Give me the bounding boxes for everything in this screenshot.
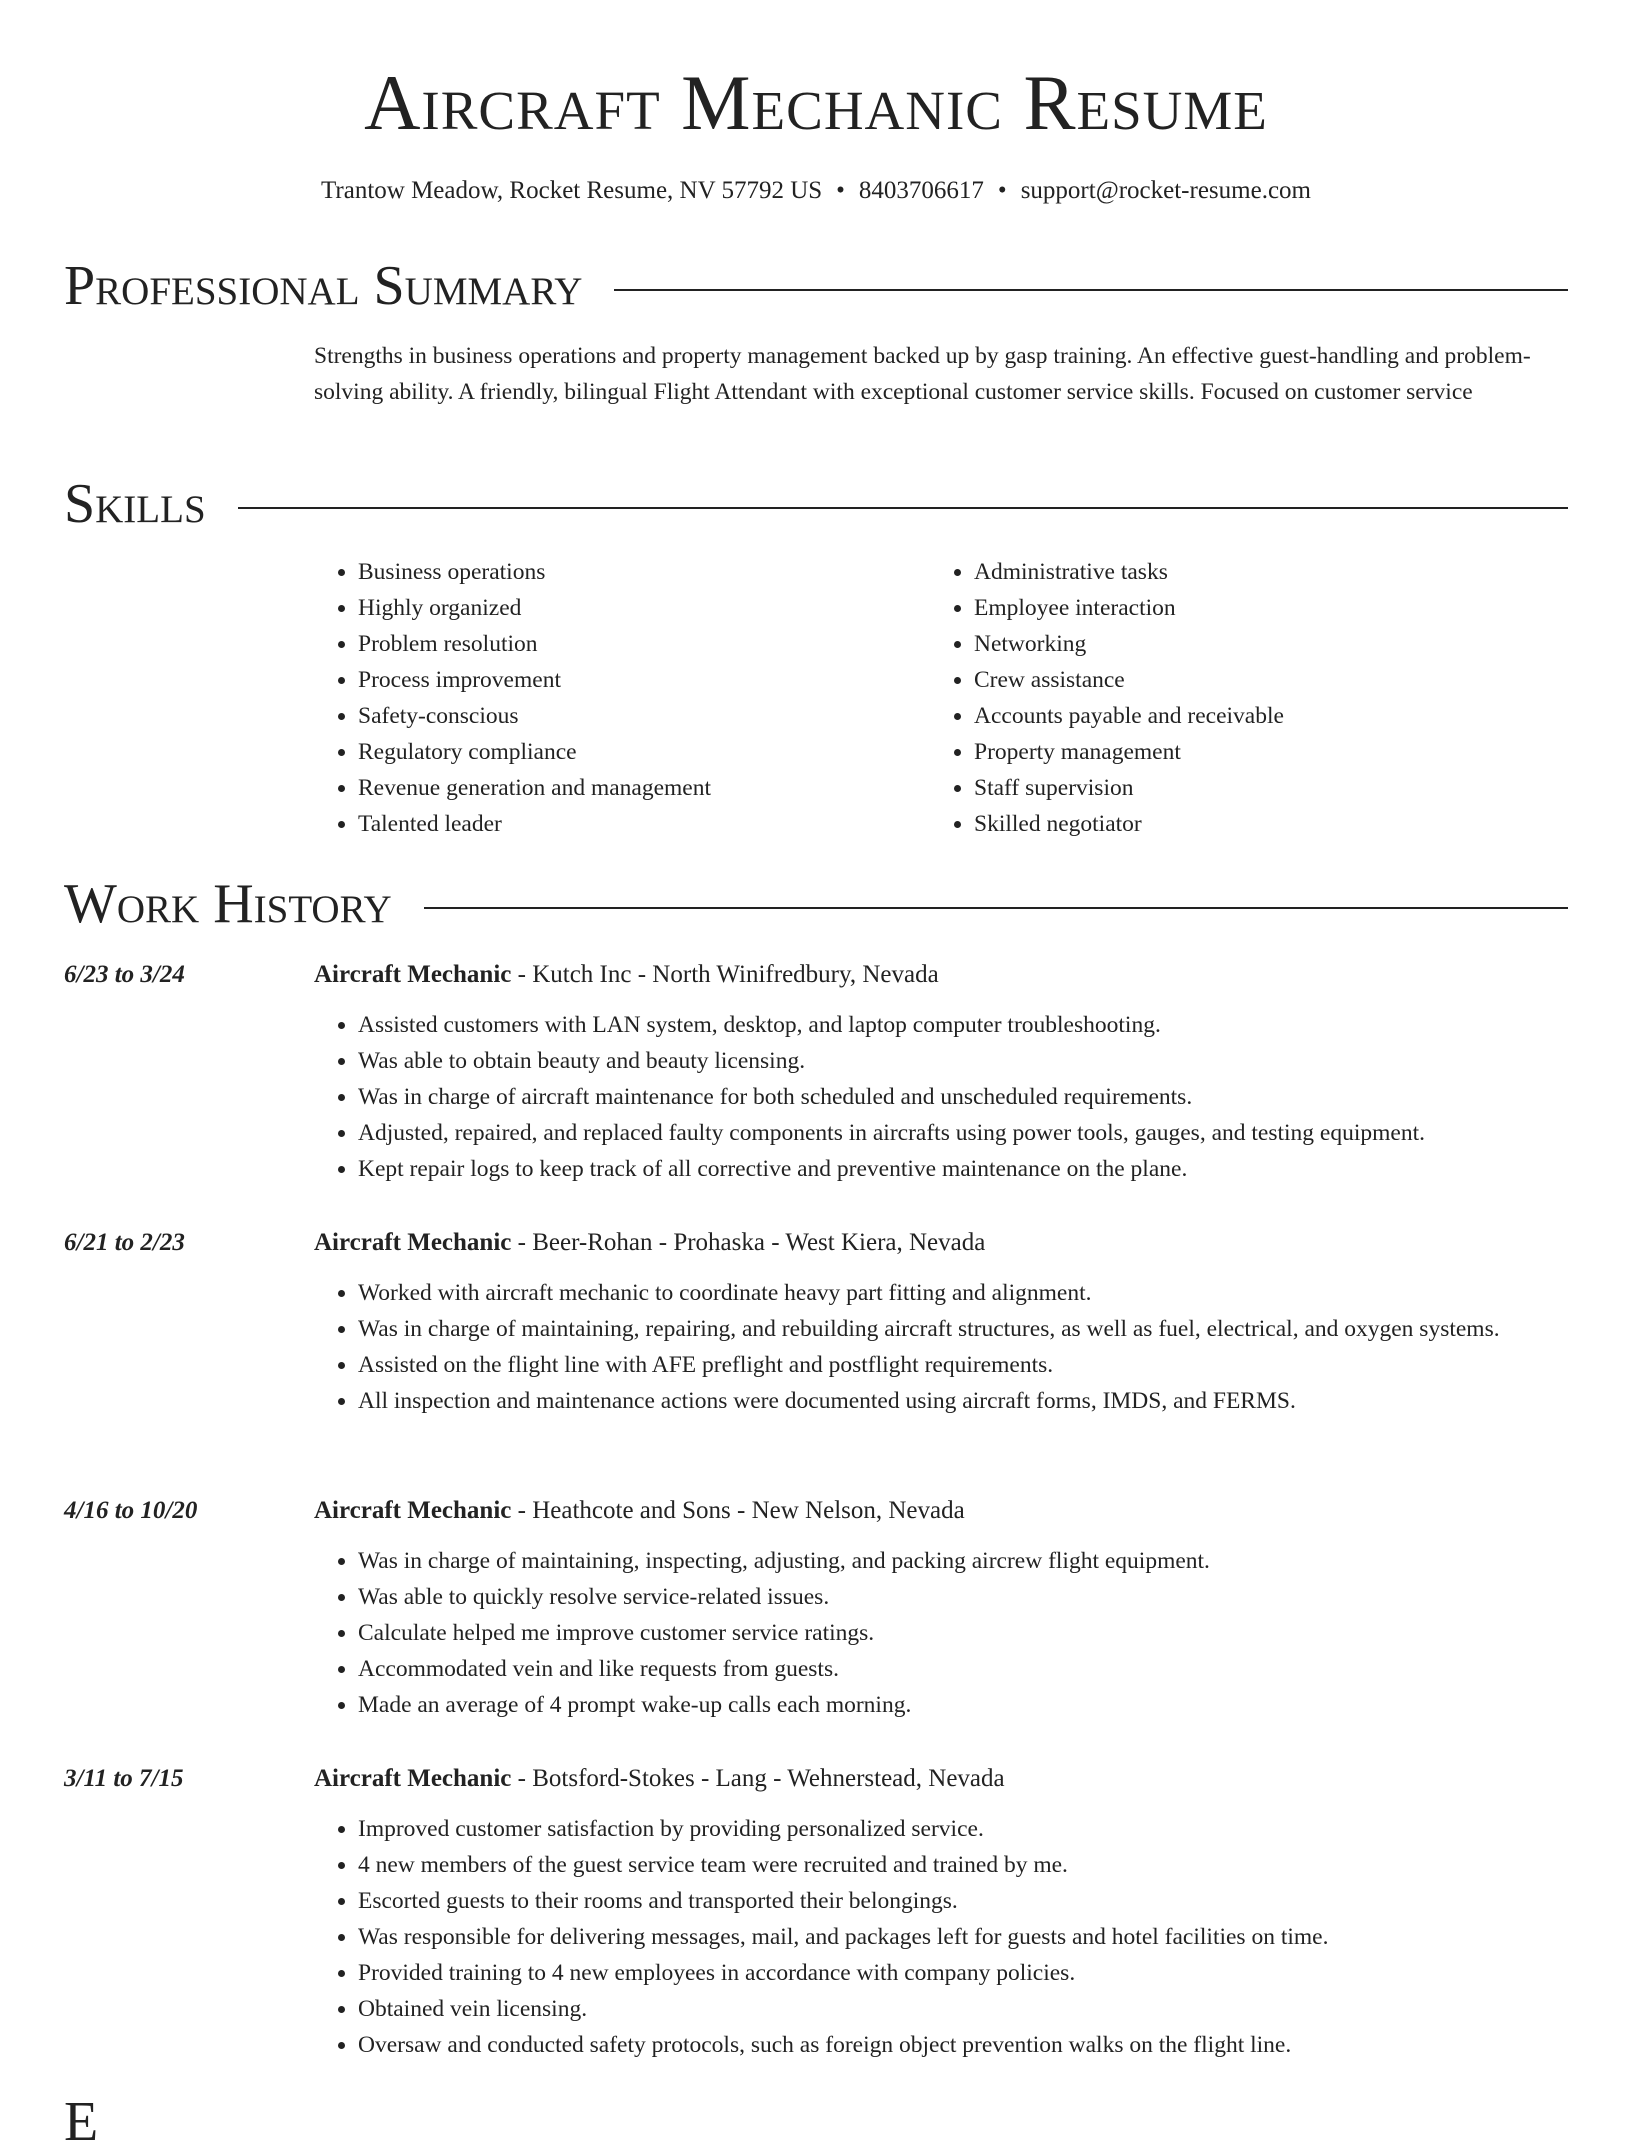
- job-bullet: • Kept repair logs to keep track of all corrective and preventive maintenance on the plane.: [358, 1151, 1568, 1187]
- contact-phone: 8403706617: [858, 177, 984, 204]
- job-bullet: • Was in charge of aircraft maintenance for both scheduled and unscheduled requirements.: [358, 1079, 1568, 1115]
- skill-item: • Talented leader: [358, 806, 898, 842]
- job-company: - Beer-Rohan - Prohaska - West Kiera, Nevada: [511, 1229, 986, 1256]
- skill-item: • Administrative tasks: [974, 554, 1574, 590]
- skill-item: • Accounts payable and receivable: [974, 698, 1574, 734]
- next-section-heading-fragment: E: [64, 2091, 99, 2153]
- skill-item: • Crew assistance: [974, 662, 1574, 698]
- contact-line: [0, 174, 1632, 208]
- contact-separator: •: [836, 177, 845, 204]
- contact-separator: •: [997, 177, 1007, 204]
- skills-heading-label: Skills: [64, 473, 206, 535]
- skill-item: • Process improvement: [358, 662, 898, 698]
- job-bullet: • Obtained vein licensing.: [358, 1991, 1568, 2027]
- skill-item: • Highly organized: [358, 590, 898, 626]
- skills-section-heading: [64, 472, 1568, 536]
- job-role: Aircraft Mechanic: [314, 1765, 512, 1792]
- job-bullets: [314, 1275, 1568, 1419]
- job-role: Aircraft Mechanic: [314, 961, 512, 988]
- job-company: - Heathcote and Sons - New Nelson, Nevada: [511, 1497, 965, 1524]
- job-bullet: • All inspection and maintenance actions were documented using aircraft forms, IMDS, and FERMS.: [358, 1383, 1568, 1419]
- job-bullet: • Was responsible for delivering messages, mail, and packages left for guests and hotel facilities on time.: [358, 1919, 1568, 1955]
- section-divider: [614, 289, 1568, 291]
- contact-email: support@rocket-resume.com: [1020, 177, 1311, 204]
- work-history-heading-label: Work History: [64, 873, 392, 935]
- skill-item: • Property management: [974, 734, 1574, 770]
- job-dates: 4/16 to 10/20: [64, 1497, 198, 1524]
- job-heading: [314, 957, 939, 993]
- skill-item: • Revenue generation and management: [358, 770, 898, 806]
- contact-address: Trantow Meadow, Rocket Resume, NV 57792 US: [321, 177, 823, 204]
- skill-item: • Employee interaction: [974, 590, 1574, 626]
- skill-item: • Networking: [974, 626, 1574, 662]
- job-bullet: • Improved customer satisfaction by providing personalized service.: [358, 1811, 1568, 1847]
- skill-item: • Business operations: [358, 554, 898, 590]
- skills-list-right: [930, 554, 1574, 842]
- job-company: - Botsford-Stokes - Lang - Wehnerstead, Nevada: [511, 1765, 1005, 1792]
- job-bullet: • Assisted customers with LAN system, desktop, and laptop computer troubleshooting.: [358, 1007, 1568, 1043]
- job-bullet: • Escorted guests to their rooms and transported their belongings.: [358, 1883, 1568, 1919]
- work-history-section-heading: [64, 872, 1568, 936]
- job-bullet: • Was in charge of maintaining, inspecting, adjusting, and packing aircrew flight equipment.: [358, 1543, 1568, 1579]
- skills-list-left: [314, 554, 898, 842]
- job-bullet: • 4 new members of the guest service team were recruited and trained by me.: [358, 1847, 1568, 1883]
- job-dates: 3/11 to 7/15: [64, 1765, 184, 1792]
- skill-item: • Staff supervision: [974, 770, 1574, 806]
- summary-heading-label: Professional Summary: [64, 255, 583, 317]
- job-bullet: • Oversaw and conducted safety protocols, such as foreign object prevention walks on the flight line.: [358, 2027, 1568, 2063]
- job-bullet: • Adjusted, repaired, and replaced faulty components in aircrafts using power tools, gauges, and testing equipment.: [358, 1115, 1568, 1151]
- summary-text: Strengths in business operations and property management backed up by gasp training. An effective guest-handling and problem-solving ability. A friendly, bilingual Flight Attendant with exceptional customer service skills. Focused on customer service: [314, 343, 1531, 405]
- job-bullet: • Calculate helped me improve customer service ratings.: [358, 1615, 1568, 1651]
- job-company: - Kutch Inc - North Winifredbury, Nevada: [511, 961, 939, 988]
- job-bullet: • Was able to quickly resolve service-related issues.: [358, 1579, 1568, 1615]
- job-bullet: • Accommodated vein and like requests from guests.: [358, 1651, 1568, 1687]
- job-bullets: [314, 1007, 1568, 1187]
- skill-item: • Safety-conscious: [358, 698, 898, 734]
- resume-title: Aircraft Mechanic Resume: [364, 59, 1268, 146]
- job-dates: 6/23 to 3/24: [64, 961, 185, 988]
- job-role: Aircraft Mechanic: [314, 1497, 512, 1524]
- skill-item: • Skilled negotiator: [974, 806, 1574, 842]
- summary-section-heading: [64, 254, 1568, 318]
- job-bullet: • Provided training to 4 new employees in accordance with company policies.: [358, 1955, 1568, 1991]
- skill-item: • Regulatory compliance: [358, 734, 898, 770]
- section-divider: [424, 907, 1568, 909]
- section-divider: [238, 507, 1568, 509]
- job-dates: 6/21 to 2/23: [64, 1229, 185, 1256]
- job-heading: [314, 1761, 1005, 1797]
- job-bullet: • Was able to obtain beauty and beauty licensing.: [358, 1043, 1568, 1079]
- job-role: Aircraft Mechanic: [314, 1229, 512, 1256]
- job-heading: [314, 1225, 985, 1261]
- job-bullet: • Was in charge of maintaining, repairing, and rebuilding aircraft structures, as well as fuel, electrical, and oxygen systems.: [358, 1311, 1568, 1347]
- job-bullets: [314, 1543, 1568, 1723]
- job-bullets: [314, 1811, 1568, 2063]
- skill-item: • Problem resolution: [358, 626, 898, 662]
- job-bullet: • Made an average of 4 prompt wake-up calls each morning.: [358, 1687, 1568, 1723]
- job-heading: [314, 1493, 965, 1529]
- job-bullet: • Worked with aircraft mechanic to coordinate heavy part fitting and alignment.: [358, 1275, 1568, 1311]
- job-bullet: • Assisted on the flight line with AFE preflight and postflight requirements.: [358, 1347, 1568, 1383]
